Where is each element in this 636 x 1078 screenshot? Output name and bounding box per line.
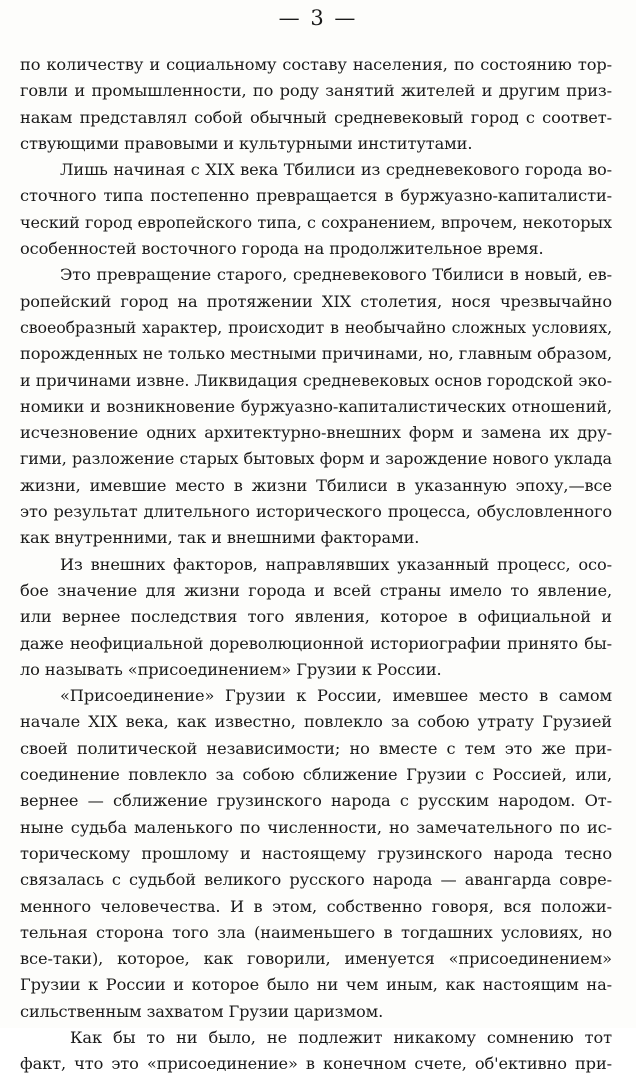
text-line: начале XIX века, как известно, повлекло за собою утрату Грузией bbox=[20, 712, 612, 732]
text-line: Как бы то ни было, не подлежит никакому сомнению тот bbox=[70, 1027, 612, 1047]
text-line: Грузии к России и которое было ни чем иным, как настоящим на- bbox=[20, 975, 612, 995]
text-line: вернее — сближение грузинского народа с русским народом. От- bbox=[20, 791, 612, 811]
text-line: ческий город европейского типа, с сохранением, впрочем, некоторых bbox=[20, 212, 612, 232]
text-line: «Присоединение» Грузии к России, имевшее место в самом bbox=[60, 686, 612, 706]
text-line: бое значение для жизни города и всей страны имело то явление, bbox=[20, 580, 612, 600]
text-line: ропейский город на протяжении XIX столетия, нося чрезвычайно bbox=[20, 291, 612, 311]
text-line: это результат длительного исторического процесса, обусловленного bbox=[20, 502, 612, 522]
text-line: Это превращение старого, средневекового Тбилиси в новый, ев- bbox=[60, 265, 612, 285]
body-text bbox=[20, 52, 612, 1078]
text-line: как внутренними, так и внешними факторами. bbox=[20, 528, 420, 548]
text-line: Лишь начиная с XIX века Тбилиси из средневекового города во- bbox=[60, 160, 612, 180]
text-line: гими, разложение старых бытовых форм и зарождение нового уклада bbox=[20, 449, 612, 469]
paragraph-4 bbox=[20, 552, 612, 683]
text-line: или вернее последствия того явления, которое в официальной и bbox=[20, 607, 612, 627]
text-line: ло называть «присоединением» Грузии к России. bbox=[20, 659, 442, 679]
paragraph-5 bbox=[20, 683, 612, 1025]
text-line: своей политической независимости; но вместе с тем это же при- bbox=[20, 738, 612, 758]
paragraph-2 bbox=[20, 157, 612, 262]
text-line: тельная сторона того зла (наименьшего в тогдашних условиях, но bbox=[20, 922, 612, 942]
text-line: сточного типа постепенно превращается в буржуазно-капиталисти- bbox=[20, 186, 612, 206]
paragraph-6 bbox=[20, 1025, 612, 1078]
text-line: даже неофициальной дореволюционной историографии принято бы- bbox=[20, 633, 612, 653]
text-line: связалась с судьбой великого русского народа — авангарда совре- bbox=[20, 870, 612, 890]
text-line: своеобразный характер, происходит в необычайно сложных условиях, bbox=[20, 317, 612, 337]
text-line: соединение повлекло за собою сближение Грузии с Россией, или, bbox=[20, 765, 612, 785]
text-line: факт, что это «присоединение» в конечном счете, об'ективно при- bbox=[20, 1054, 612, 1074]
text-line: торическому прошлому и настоящему грузинского народа тесно bbox=[20, 843, 612, 863]
text-line: накам представлял собой обычный средневековый город с соответ- bbox=[20, 107, 612, 127]
paragraph-3 bbox=[20, 262, 612, 551]
text-line: ныне судьба маленького по численности, но замечательного по ис- bbox=[20, 817, 612, 837]
text-line: исчезновение одних архитектурно-внешних форм и замена их дру- bbox=[20, 423, 612, 443]
text-line: особенностей восточного города на продолжительное время. bbox=[20, 239, 544, 259]
text-line: все-таки), которое, как говорили, именуется «присоединением» bbox=[20, 949, 612, 969]
paragraph-1 bbox=[20, 52, 612, 157]
text-line: и причинами извне. Ликвидация средневековых основ городской эко- bbox=[20, 370, 612, 390]
page-number: — 3 — bbox=[278, 6, 358, 30]
text-line: говли и промышленности, по роду занятий жителей и другим приз- bbox=[20, 81, 612, 101]
text-line: менного человечества. И в этом, собственно говоря, вся положи- bbox=[20, 896, 612, 916]
text-line: номики и возникновение буржуазно-капиталистических отношений, bbox=[20, 396, 612, 416]
text-line: Из внешних факторов, направлявших указанный процесс, осо- bbox=[60, 554, 612, 574]
text-line: ствующими правовыми и культурными институтами. bbox=[20, 133, 473, 153]
text-line: порожденных не только местными причинами, но, главным образом, bbox=[20, 344, 612, 364]
text-line: жизни, имевшие место в жизни Тбилиси в указанную эпоху,—все bbox=[20, 475, 612, 495]
text-line: сильственным захватом Грузии царизмом. bbox=[20, 1001, 384, 1021]
text-line: по количеству и социальному составу населения, по состоянию тор- bbox=[20, 55, 612, 74]
